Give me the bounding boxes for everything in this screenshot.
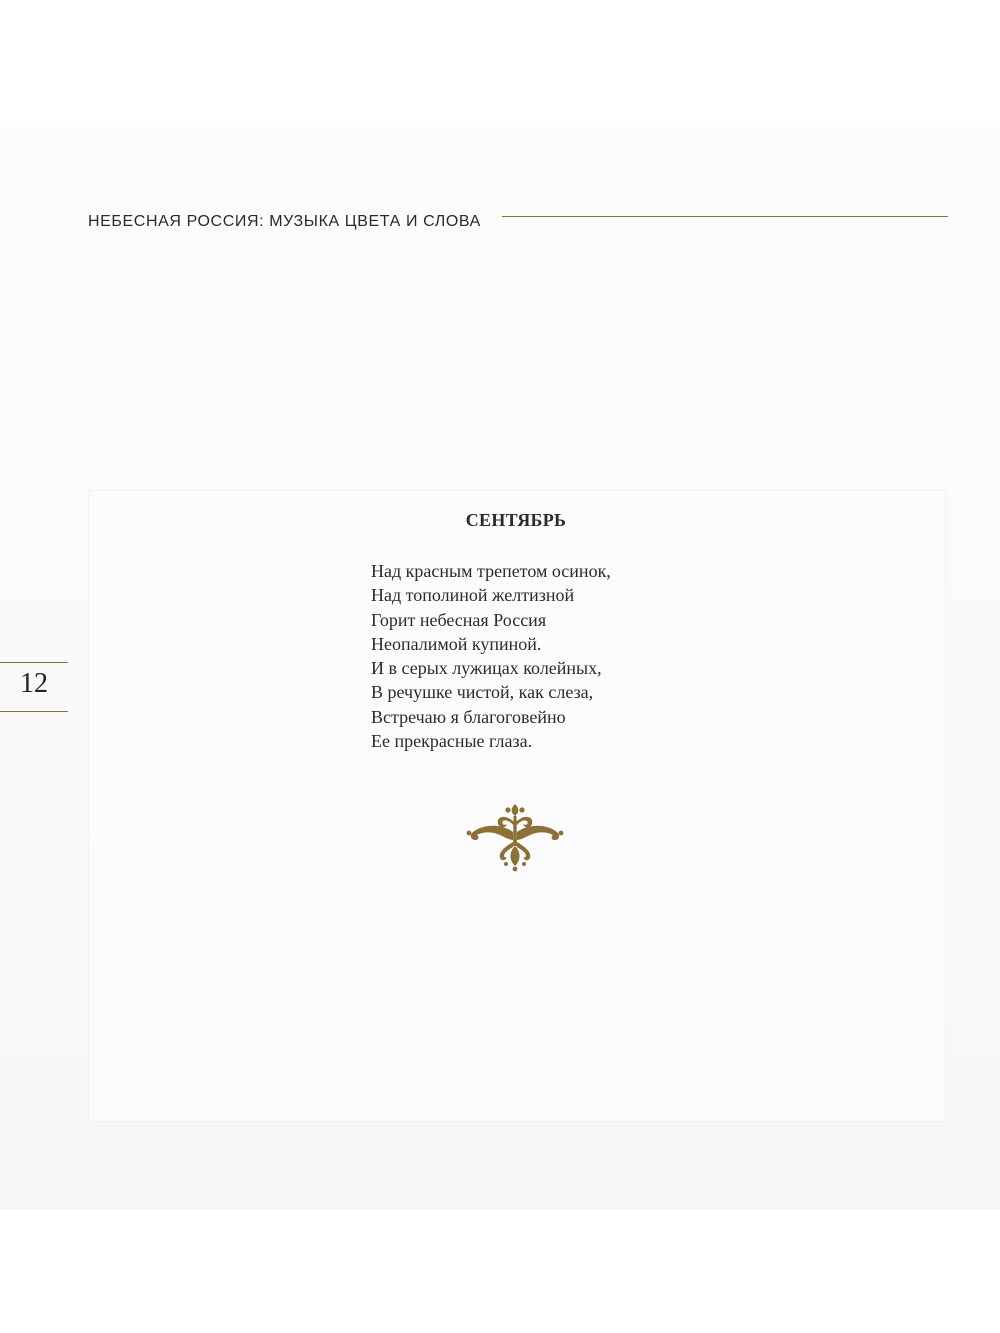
poem-line: В речушке чистой, как слеза, bbox=[371, 682, 594, 703]
running-header: НЕБЕСНАЯ РОССИЯ: МУЗЫКА ЦВЕТА И СЛОВА bbox=[88, 213, 481, 230]
header-rule bbox=[502, 216, 948, 217]
poem-line: Ее прекрасные глаза. bbox=[371, 731, 533, 752]
poem-body bbox=[371, 559, 611, 753]
poem-title: СЕНТЯБРЬ bbox=[465, 510, 567, 530]
poem-line: Над красным трепетом осинок, bbox=[371, 561, 611, 581]
poem-line: Горит небесная Россия bbox=[371, 609, 547, 630]
page-number: 12 bbox=[20, 668, 48, 699]
poem-line: И в серых лужицах колейных, bbox=[371, 658, 602, 679]
poem-line: Неопалимой купиной. bbox=[371, 633, 542, 654]
poem-line: Встречаю я благоговейно bbox=[371, 706, 566, 727]
floral-vignette-icon bbox=[466, 802, 564, 872]
poem-line: Над тополиной желтизной bbox=[371, 585, 575, 606]
